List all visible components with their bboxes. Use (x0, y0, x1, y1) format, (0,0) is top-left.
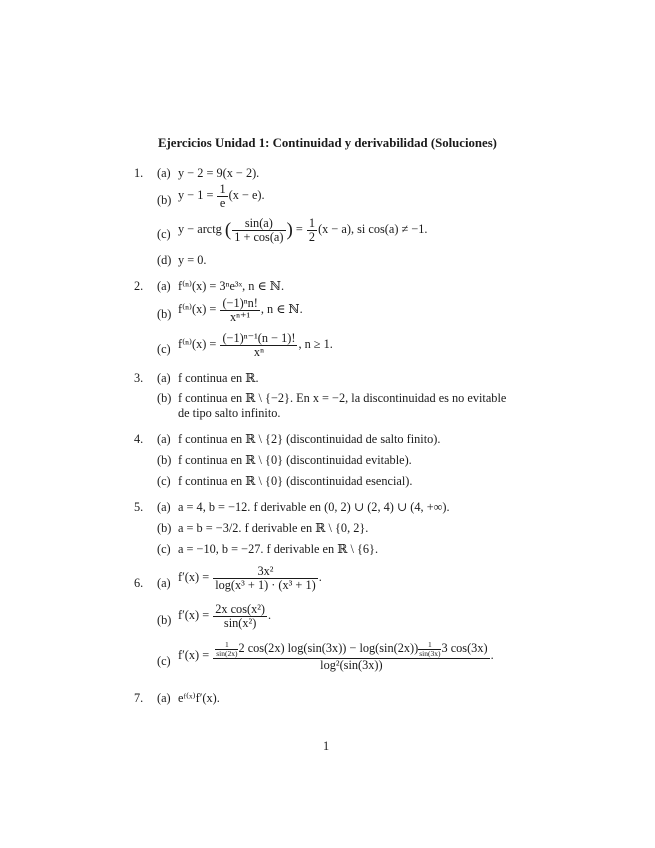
numerator-middle: 2 cos(2x) log(sin(3x)) − log(sin(2x)) (238, 641, 419, 656)
fraction-denominator: log²(sin(3x)) (213, 658, 489, 672)
item-label: (a) (157, 279, 171, 293)
solution-2a: f⁽ⁿ⁾(x) = 3ⁿe³ˣ, n ∈ ℕ. (178, 279, 285, 293)
rhs: (x − e). (228, 188, 265, 203)
fraction-denominator: 2 (308, 229, 316, 244)
item-label: (b) (157, 307, 172, 321)
fraction-numerator: 3x² (257, 564, 274, 578)
item-label: (b) (157, 453, 172, 467)
paren-close: ) (286, 219, 293, 241)
problem-number: 7. (134, 691, 144, 705)
rhs: . (318, 570, 322, 585)
fraction-numerator: (−1)ⁿ⁻¹(n − 1)! (222, 331, 296, 345)
small-denominator: sin(2x) (216, 648, 238, 658)
item-label: (d) (157, 253, 172, 267)
fraction (213, 641, 489, 672)
solution-6a (178, 565, 322, 592)
solution-3b-continued: de tipo salto infinito. (178, 406, 281, 420)
fraction-numerator: 2x cos(x²) (215, 602, 266, 616)
lhs: f′(x) = (178, 648, 210, 663)
fraction-denominator: xⁿ⁺¹ (220, 310, 259, 324)
solution-4b: f continua en ℝ \ {0} (discontinuidad evitable). (178, 453, 412, 467)
rhs: . (268, 608, 272, 623)
lhs: y − arctg (178, 222, 222, 237)
solution-5c: a = −10, b = −27. f derivable en ℝ \ {6}. (178, 542, 379, 556)
item-label: (c) (157, 474, 171, 488)
item-label: (a) (157, 166, 171, 180)
item-label: (c) (157, 542, 171, 556)
fraction-numerator (213, 641, 489, 658)
solution-5a: a = 4, b = −12. f derivable en (0, 2) ∪ (2, 4) ∪ (4, +∞). (178, 500, 450, 514)
item-label: (a) (157, 500, 171, 514)
problem-number: 2. (134, 279, 144, 293)
small-numerator: 1 (224, 640, 229, 649)
fraction (232, 217, 285, 244)
fraction-denominator: 1 + cos(a) (234, 229, 284, 244)
fraction (220, 332, 297, 359)
fraction-numerator: 1 (308, 216, 316, 230)
item-label: (c) (157, 654, 171, 668)
solution-1d: y = 0. (178, 253, 207, 267)
rhs: . (490, 648, 494, 663)
fraction-numerator: sin(a) (244, 216, 273, 230)
solution-1a: y − 2 = 9(x − 2). (178, 166, 260, 180)
fraction-denominator: e (217, 196, 227, 210)
lhs: y − 1 = (178, 188, 214, 203)
problem-number: 3. (134, 371, 144, 385)
paren-open: ( (224, 219, 232, 241)
fraction-denominator: sin(x²) (213, 616, 267, 630)
rhs: , n ∈ ℕ. (260, 302, 303, 317)
solution-2b (178, 297, 303, 324)
fraction (213, 565, 317, 592)
solution-1b (178, 183, 265, 210)
small-fraction (215, 641, 238, 658)
solution-7a: eᶠ⁽ˣ⁾f′(x). (178, 691, 220, 705)
fraction (213, 603, 267, 630)
small-fraction (418, 641, 441, 658)
solution-5b: a = b = −3/2. f derivable en ℝ \ {0, 2}. (178, 521, 369, 535)
item-label: (a) (157, 432, 171, 446)
problem-number: 6. (134, 576, 144, 590)
item-label: (a) (157, 576, 171, 590)
solution-6c (178, 641, 494, 672)
item-label: (a) (157, 691, 171, 705)
problem-number: 5. (134, 500, 144, 514)
rhs: , n ≥ 1. (298, 337, 333, 352)
fraction-denominator: xⁿ (220, 345, 297, 359)
small-numerator: 1 (427, 640, 432, 649)
numerator-end: 3 cos(3x) (441, 641, 488, 656)
page-title: Ejercicios Unidad 1: Continuidad y derivabilidad (Soluciones) (158, 136, 497, 150)
item-label: (c) (157, 227, 171, 241)
item-label: (c) (157, 342, 171, 356)
equals: = (295, 222, 303, 237)
item-label: (b) (157, 193, 172, 207)
item-label: (a) (157, 371, 171, 385)
lhs: f⁽ⁿ⁾(x) = (178, 337, 217, 352)
solution-4a: f continua en ℝ \ {2} (discontinuidad de salto finito). (178, 432, 441, 446)
solution-1c (178, 217, 427, 244)
item-label: (b) (157, 391, 172, 405)
small-denominator: sin(3x) (419, 648, 441, 658)
lhs: f′(x) = (178, 570, 210, 585)
fraction-numerator: (−1)ⁿn! (222, 296, 258, 310)
fraction-numerator: 1 (219, 182, 226, 196)
problem-number: 1. (134, 166, 144, 180)
page-number: 1 (323, 739, 330, 753)
solution-3b: f continua en ℝ \ {−2}. En x = −2, la discontinuidad es no evitable (178, 391, 507, 405)
rhs: (x − a), si cos(a) ≠ −1. (318, 222, 428, 237)
problem-number: 4. (134, 432, 144, 446)
lhs: f′(x) = (178, 608, 210, 623)
lhs: f⁽ⁿ⁾(x) = (178, 302, 217, 317)
item-label: (b) (157, 613, 172, 627)
item-label: (b) (157, 521, 172, 535)
fraction (307, 217, 317, 244)
solution-6b (178, 603, 271, 630)
fraction (220, 297, 259, 324)
solution-4c: f continua en ℝ \ {0} (discontinuidad esencial). (178, 474, 413, 488)
fraction-denominator: log(x³ + 1) · (x³ + 1) (215, 577, 316, 592)
solution-2c (178, 332, 333, 359)
solution-3a: f continua en ℝ. (178, 371, 259, 385)
fraction (217, 183, 227, 210)
